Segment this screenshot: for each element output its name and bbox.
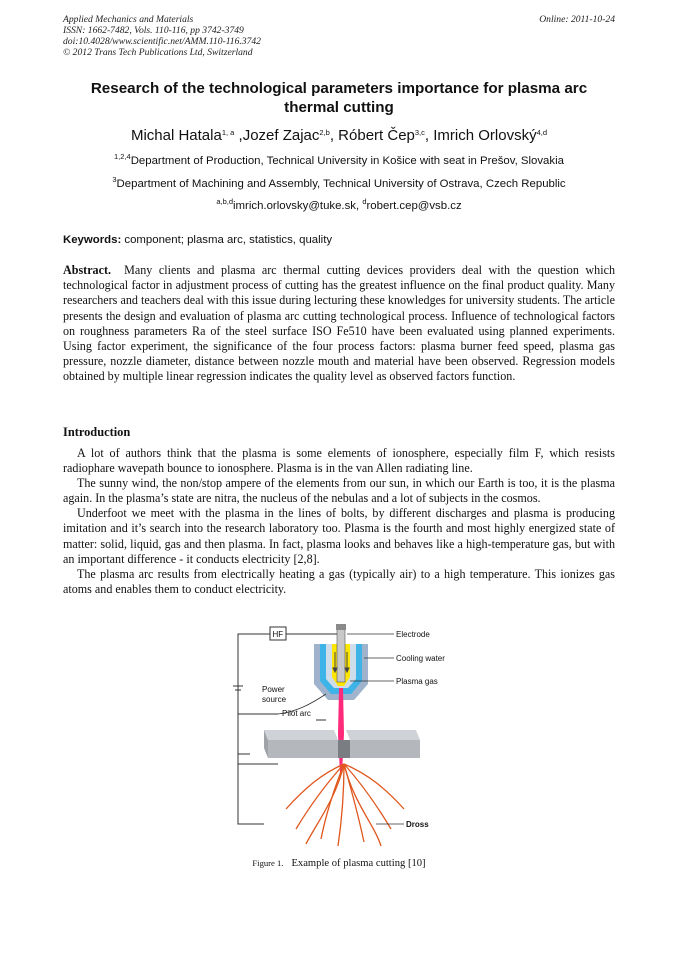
copyright-line: © 2012 Trans Tech Publications Ltd, Switzerland	[63, 47, 253, 58]
email-sup: a,b,d	[216, 197, 234, 206]
abstract	[63, 263, 619, 385]
paragraph: Underfoot we meet with the plasma in the lines of bolts, by different discharges and plasma is producing imitation and it’s search into the research laboratory too. Plasma is the fourth and most highly energized state of matter: solid, liquid, gas and then plasma. In fact, plasma looks and behaves like a high-temperature gas, but with an important difference - it conducts electricity [2,8].	[63, 506, 615, 566]
introduction-body	[63, 446, 615, 597]
hf-label: HF	[272, 630, 284, 639]
paragraph: The plasma arc results from electrically heating a gas (typically air) to a high temperature. This ionizes gas atoms and enables them to conduct electricity.	[63, 566, 615, 596]
paragraph: The sunny wind, the non/stop ampere of the elements from our sun, in which our Earth is too, it is the plasma again. In the plasma’s state are nitra, the nucleus of the nebulas and a lot of subjects in the cosmos.	[63, 476, 615, 506]
author-name: Michal Hatala	[130, 127, 222, 144]
author-name: Imrich Orlovský	[433, 127, 537, 144]
affiliation-1	[40, 152, 638, 167]
abstract-text: Many clients and plasma arc thermal cutting devices providers deal with the question which technological factor in adjustment process of cutting has the greatest influence on the final product quality. Many researchers and teachers deal with this issue during lecturing these knowledges for university students. The article presents the design and evaluation of plasma arc cutting technological process. Influence of technological factors on roughness parameters Ra of the steel surface ISO Fe510 have been evaluated using planned experiments. Using factor experiment, the significance of the four process factors: plasma burner feed speed, plasma gas pressure, nozzle diameter, distance between nozzle mouth and material have been observed. Regression models obtained by multiple linear regression indicates the quality level as observed factors function.	[63, 263, 619, 384]
plasma-arc	[338, 688, 344, 774]
email-link[interactable]: imrich.orlovsky@tuke.sk	[233, 200, 356, 212]
plasma-cutting-figure	[226, 624, 464, 852]
pilot-arc-label: Pilot arc	[282, 709, 311, 718]
workpiece-top	[264, 730, 338, 740]
keywords-text: component; plasma arc, statistics, quality	[121, 234, 333, 246]
figure-caption-text: Example of plasma cutting [10]	[291, 858, 426, 869]
power-source-label: Power	[262, 685, 285, 694]
keywords	[63, 234, 615, 246]
author-sup: 4,d	[536, 128, 548, 137]
issn-line: ISSN: 1662-7482, Vols. 110-116, pp 3742-3749	[63, 25, 244, 36]
author-list: Michal Hatala$^{1, a}$ ,Jozef Zajac$^{2,b}$, Róbert Čep$^{3,c}$, Imrich Orlovský$^{4,d}$	[130, 127, 548, 144]
affiliation-text: Department of Machining and Assembly, Technical University of Ostrava, Czech Republic	[116, 178, 566, 190]
dross-sparks	[286, 764, 404, 846]
email-link[interactable]: robert.cep@vsb.cz	[366, 200, 462, 212]
electrode	[337, 626, 345, 682]
online-date: Online: 2011-10-24	[539, 14, 615, 25]
doi-line[interactable]: doi:10.4028/www.scientific.net/AMM.110-116.3742	[63, 36, 261, 47]
plasma-gas-label: Plasma gas	[396, 677, 438, 686]
workpiece-top-right	[346, 730, 420, 740]
paragraph: A lot of authors think that the plasma is some elements of ionosphere, especially film F, which resists radiophare wavepath bounce to ionosphere. Plasma is in the van Allen radiating line.	[63, 446, 615, 476]
electrode-label: Electrode	[396, 630, 430, 639]
journal-name: Applied Mechanics and Materials	[63, 14, 194, 25]
author-sup: 2,b	[319, 128, 330, 137]
section-heading-introduction: Introduction	[63, 425, 131, 439]
affiliation-sup: 1,2,4	[114, 152, 131, 161]
author-sup: 1, a	[221, 128, 235, 137]
email-line	[40, 197, 638, 212]
affiliation-sup: 3	[112, 175, 117, 184]
dross-label: Dross	[406, 820, 429, 829]
keywords-label: Keywords:	[63, 234, 122, 246]
author-name: Jozef Zajac	[242, 127, 320, 144]
figure-caption-label: Figure 1.	[252, 858, 284, 868]
power-source-label: source	[262, 695, 287, 704]
email-sup: d	[362, 197, 367, 206]
author-sup: 3,c	[414, 128, 425, 137]
affiliation-2	[40, 175, 638, 190]
author-name: Róbert Čep	[338, 127, 415, 144]
abstract-label: Abstract.	[63, 263, 112, 277]
affiliation-text: Department of Production, Technical University in Košice with seat in Prešov, Slovakia	[130, 155, 564, 167]
journal-header	[63, 14, 615, 58]
email-separator: ,	[356, 200, 363, 212]
electrode-cap	[336, 624, 346, 630]
cooling-water-label: Cooling water	[396, 654, 445, 663]
paper-title: Research of the technological parameters importance for plasma arc thermal cutting	[90, 80, 588, 116]
figure-caption	[0, 858, 678, 869]
